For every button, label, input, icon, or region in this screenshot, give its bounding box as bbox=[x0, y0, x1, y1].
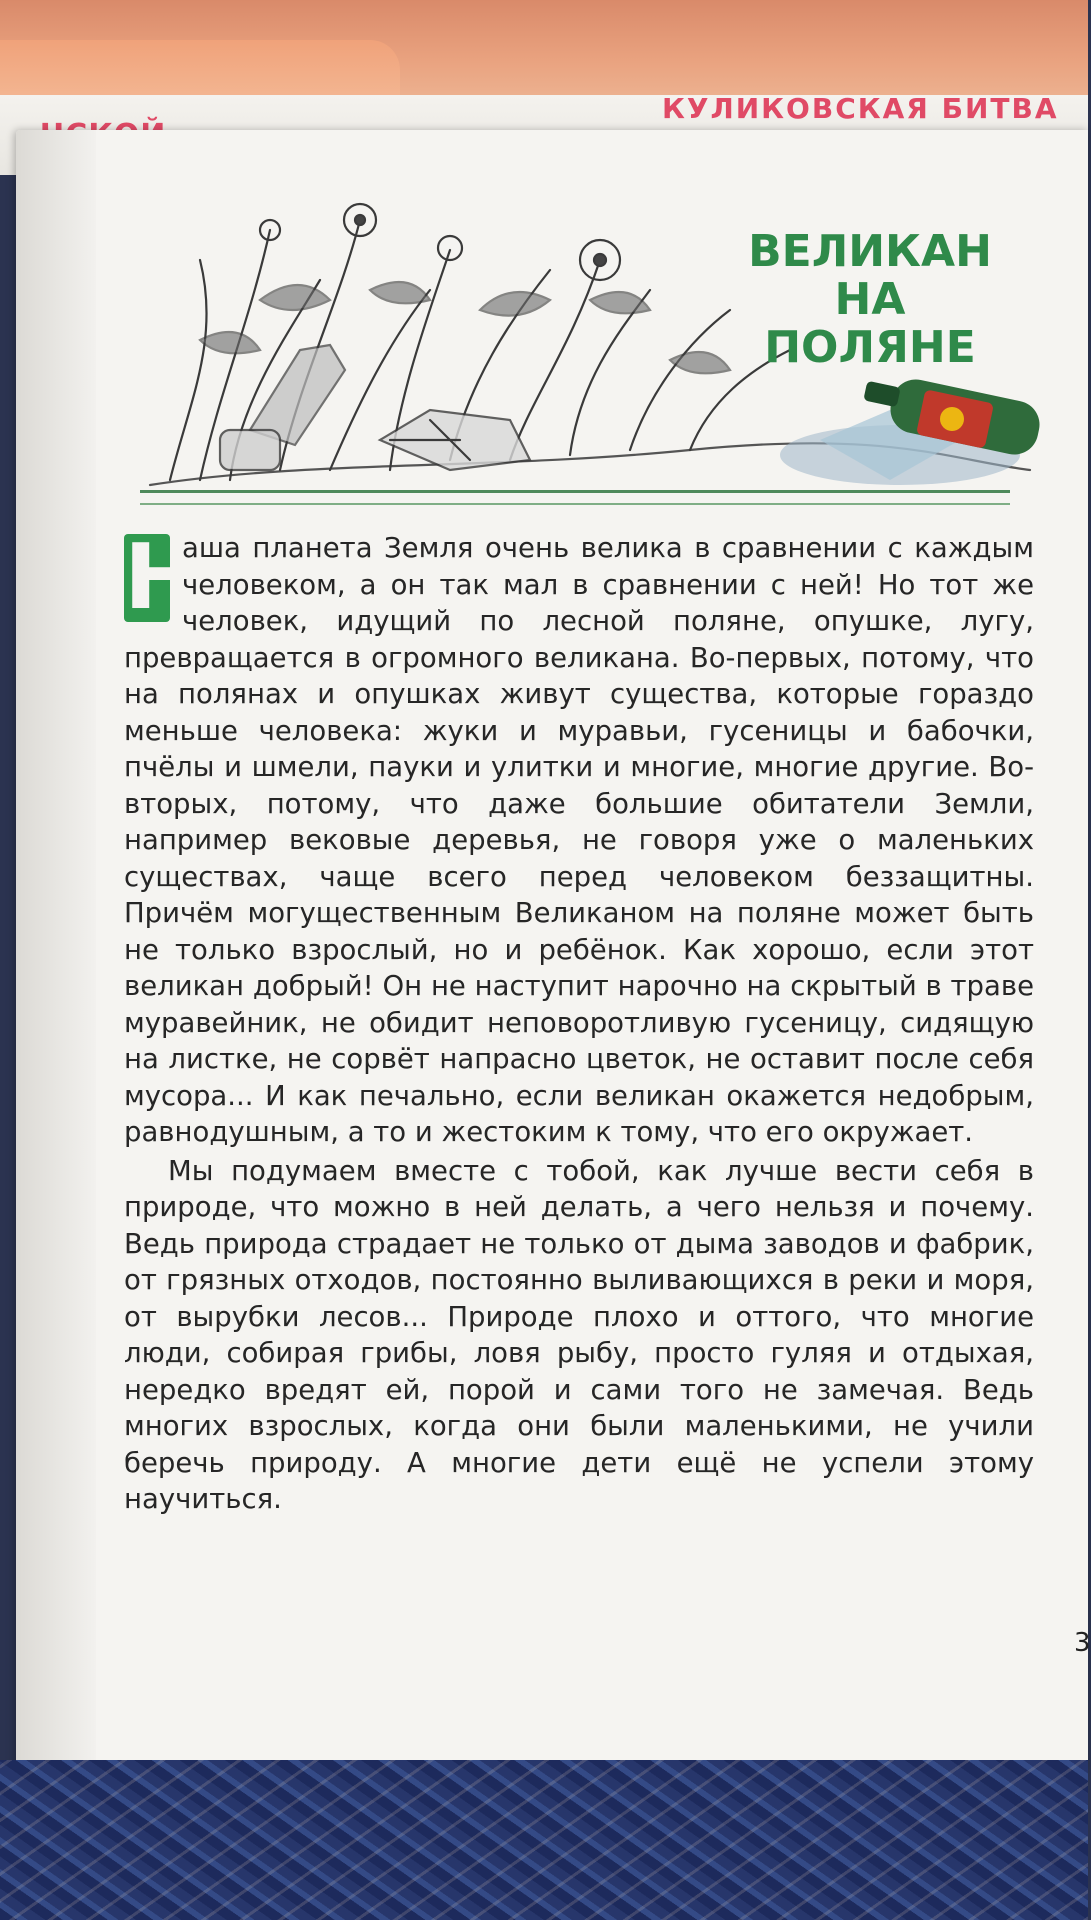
page-title-line1: ВЕЛИКАН bbox=[748, 226, 992, 277]
paragraph-1-text: аша планета Земля очень велика в сравнении с каждым человеком, а он так мал в сравнении с ней! Но тот же человек, идущий по лесной поляне, опушке, лугу, превращается в огромного великана. Во-первых, потому, что на полянах и опушках живут существа, которые гораздо меньше человека: жуки и муравьи, гусеницы и бабочки, пчёлы и шмели, пауки и улитки и многие, многие другие. Во-вторых, потому, что даже большие обитатели Земли, например вековые деревья, не говоря уже о маленьких существах, чаще всего перед человеком беззащитны. Причём могущественным Великаном на поляне может быть не только взрослый, но и ребёнок. Как хорошо, если этот великан добрый! Он не наступит нарочно на скрытый в траве муравейник, не обидит неповоротливую гусеницу, сидящую на листке, не сорвёт напрасно цветок, не оставит после себя мусора... И как печально, если великан окажется недобрым, равнодушным, а то и жестоким к тому, что его окружает. bbox=[124, 532, 1034, 1148]
page-title-line2: НА ПОЛЯНЕ bbox=[764, 274, 976, 373]
page-fold-shadow bbox=[16, 130, 96, 1770]
page-title bbox=[740, 228, 1000, 372]
article-body bbox=[124, 525, 1034, 1518]
section-divider bbox=[140, 490, 1010, 505]
paragraph-1 bbox=[124, 525, 1034, 1151]
colored-bottle-icon bbox=[780, 375, 1044, 485]
page-number: 3 bbox=[1074, 1628, 1091, 1658]
paragraph-2: Мы подумаем вместе с тобой, как лучше вести себя в природе, что можно в ней делать, а чего нельзя и почему. Ведь природа страдает не только от дыма заводов и фабрик, от грязных отходов, постоянно выливающихся в реки и моря, от вырубки лесов... Природе плохо и оттого, что многие люди, собирая грибы, ловя рыбу, просто гуляя и отдыхая, нередко вредят ей, порой и сами того не замечая. Ведь многих взрослых, когда они были маленькими, не учили беречь природу. А многие дети ещё не успели этому научиться. bbox=[124, 1154, 1034, 1515]
drop-cap: Н bbox=[124, 525, 200, 630]
background-heading-right: КУЛИКОВСКАЯ БИТВА bbox=[662, 92, 1059, 125]
background-fabric-pattern bbox=[0, 1760, 1088, 1920]
